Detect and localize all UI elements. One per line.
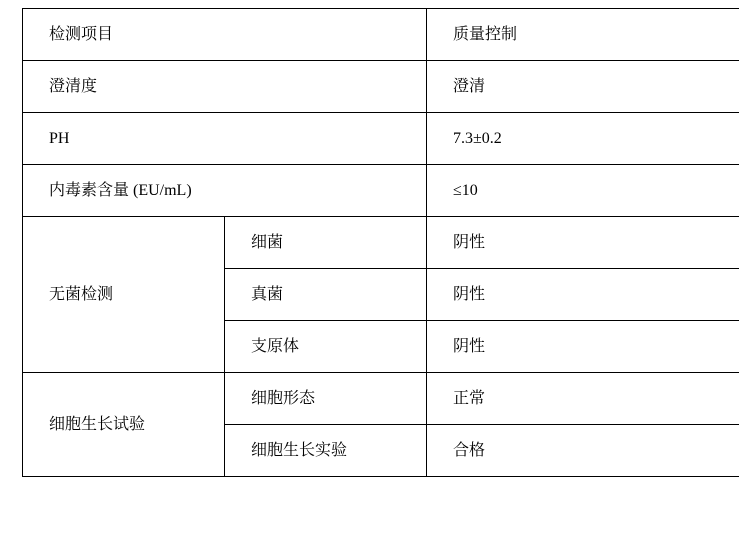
cell-value-header: 质量控制 xyxy=(427,9,739,61)
cell-value-cell-morphology: 正常 xyxy=(427,373,739,425)
table-row xyxy=(23,165,739,217)
cell-sub-mycoplasma: 支原体 xyxy=(225,321,427,373)
cell-value-ph: 7.3±0.2 xyxy=(427,113,739,165)
table-row xyxy=(23,373,739,425)
cell-value-endotoxin: ≤10 xyxy=(427,165,739,217)
table-body xyxy=(23,9,739,477)
cell-group-cell-growth: 细胞生长试验 xyxy=(23,373,225,477)
table-row-header xyxy=(23,9,739,61)
cell-item-header: 检测项目 xyxy=(23,9,427,61)
cell-value-cell-growth-test: 合格 xyxy=(427,425,739,477)
cell-sub-cell-morphology: 细胞形态 xyxy=(225,373,427,425)
table-row xyxy=(23,113,739,165)
cell-value-fungus: 阴性 xyxy=(427,269,739,321)
cell-item-clarity: 澄清度 xyxy=(23,61,427,113)
cell-value-bacteria: 阴性 xyxy=(427,217,739,269)
cell-group-sterility: 无菌检测 xyxy=(23,217,225,373)
cell-value-clarity: 澄清 xyxy=(427,61,739,113)
cell-sub-fungus: 真菌 xyxy=(225,269,427,321)
table-row xyxy=(23,217,739,269)
table-row xyxy=(23,61,739,113)
cell-item-ph: PH xyxy=(23,113,427,165)
specification-table xyxy=(22,8,739,477)
cell-value-mycoplasma: 阴性 xyxy=(427,321,739,373)
cell-sub-bacteria: 细菌 xyxy=(225,217,427,269)
cell-sub-cell-growth-test: 细胞生长实验 xyxy=(225,425,427,477)
cell-item-endotoxin: 内毒素含量 (EU/mL) xyxy=(23,165,427,217)
